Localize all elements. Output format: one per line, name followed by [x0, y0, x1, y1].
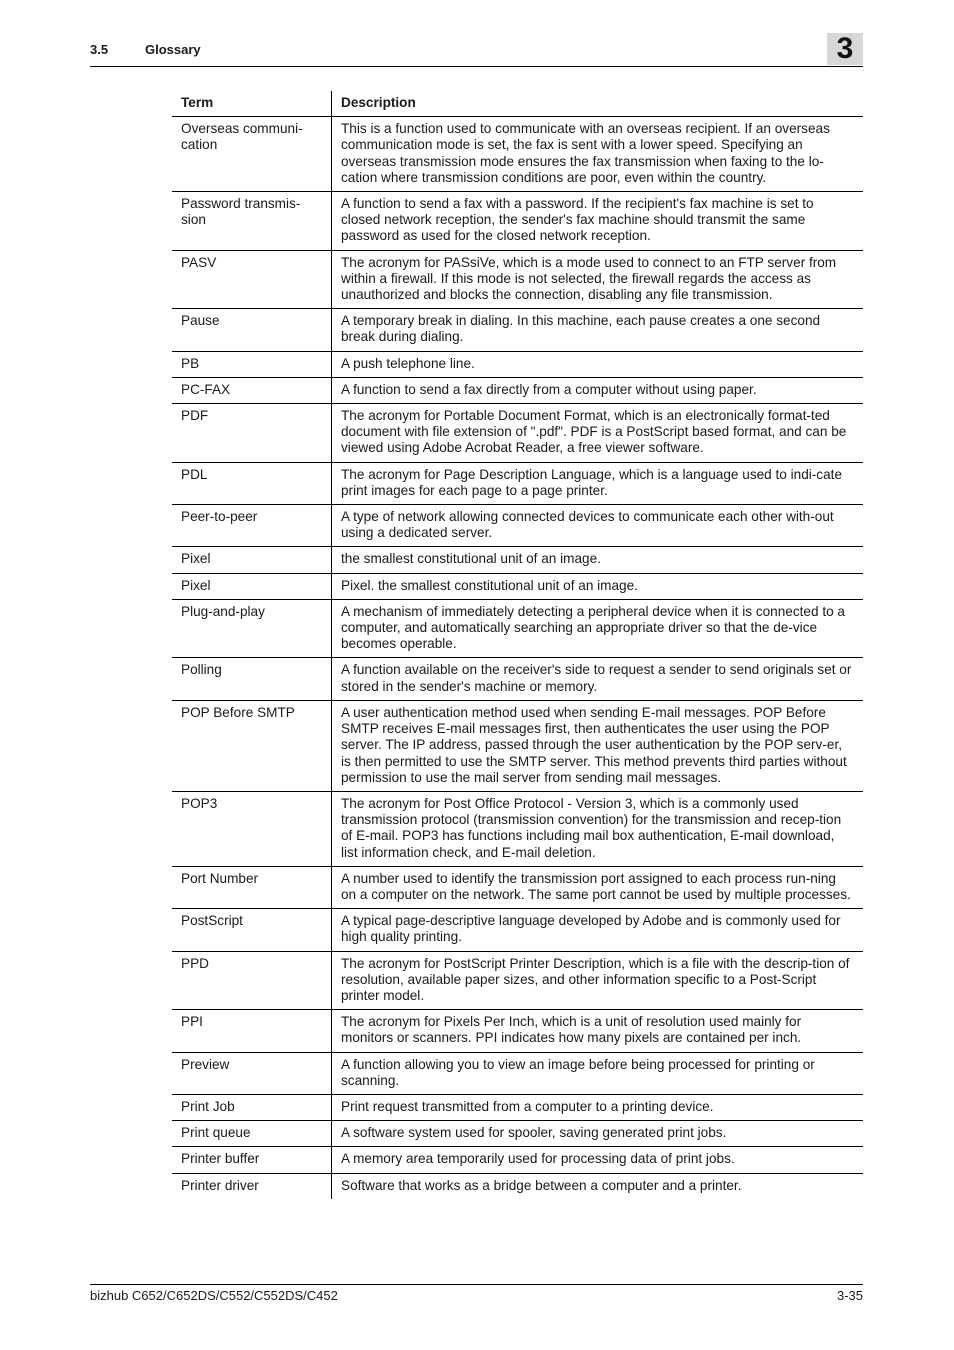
- term-cell: POP3: [172, 791, 332, 866]
- description-cell: The acronym for PostScript Printer Description, which is a file with the descrip-tion of resolution, available paper sizes, and other information specific to a Post-Script printer model.: [332, 951, 864, 1010]
- section-title: Glossary: [145, 42, 201, 57]
- term-cell: Pixel: [172, 547, 332, 573]
- table-row: [172, 250, 863, 309]
- description-cell: A function allowing you to view an image before being processed for printing or scanning.: [332, 1052, 864, 1094]
- page-footer: [90, 1284, 863, 1303]
- table-row: [172, 1052, 863, 1094]
- term-cell: PostScript: [172, 909, 332, 951]
- table-row: [172, 1010, 863, 1052]
- description-cell: The acronym for PASsiVe, which is a mode used to connect to an FTP server from within a firewall. If this mode is not selected, the firewall regards the access as unauthorized and blocks the connection, disabling any file transmission.: [332, 250, 864, 309]
- description-cell: A function to send a fax directly from a computer without using paper.: [332, 377, 864, 403]
- description-cell: Pixel. the smallest constitutional unit of an image.: [332, 573, 864, 599]
- description-cell: The acronym for Page Description Language, which is a language used to indi-cate print images for each page to a page printer.: [332, 462, 864, 504]
- chapter-badge: 3: [827, 33, 863, 65]
- section-number: 3.5: [90, 42, 109, 57]
- table-row: [172, 377, 863, 403]
- term-cell: PASV: [172, 250, 332, 309]
- glossary-body: [172, 117, 863, 1199]
- table-row: [172, 117, 863, 192]
- description-cell: A software system used for spooler, saving generated print jobs.: [332, 1121, 864, 1147]
- description-cell: A mechanism of immediately detecting a peripheral device when it is connected to a computer, and automatically searching an appropriate driver so that the de-vice becomes operable.: [332, 599, 864, 658]
- term-cell: PPD: [172, 951, 332, 1010]
- table-row: [172, 1121, 863, 1147]
- term-cell: Printer buffer: [172, 1147, 332, 1173]
- term-cell: Peer-to-peer: [172, 505, 332, 547]
- term-cell: Plug-and-play: [172, 599, 332, 658]
- description-cell: Software that works as a bridge between a computer and a printer.: [341, 1177, 742, 1193]
- table-row: [172, 309, 863, 351]
- term-cell: Polling: [172, 658, 332, 700]
- page-header: [90, 32, 863, 67]
- term-cell: Preview: [172, 1052, 332, 1094]
- table-row: [172, 866, 863, 908]
- description-cell: A number used to identify the transmission port assigned to each process run-ning on a computer on the network. The same port cannot be used by multiple processes.: [332, 866, 864, 908]
- description-cell: Print request transmitted from a computer to a printing device.: [332, 1094, 864, 1120]
- term-cell: Pixel: [172, 573, 332, 599]
- description-cell: A function to send a fax with a password. If the recipient's fax machine is set to closed network reception, the sender's fax machine should transmit the same password as used for the closed network reception.: [332, 192, 864, 251]
- description-cell: This is a function used to communicate with an overseas recipient. If an overseas communication mode is set, the fax is sent with a lower speed. Specifying an overseas transmission mode ensures the fax transmission when faxing to the lo-cation where transmission conditions are poor, even within the country.: [332, 117, 864, 192]
- table-row: [172, 791, 863, 866]
- description-cell: A user authentication method used when sending E-mail messages. POP Before SMTP receives E-mail messages first, then authenticates the user using the POP server. The IP address, passed through the user authentication by the POP serv-er, is then permitted to use the SMTP server. This method prevents third parties without permission to use the mail server from sending mail messages.: [332, 700, 864, 791]
- table-row: [172, 462, 863, 504]
- column-header-term: Term: [172, 91, 332, 117]
- footer-model: bizhub C652/C652DS/C552/C552DS/C452: [90, 1288, 338, 1303]
- term-cell: Password transmis-sion: [172, 192, 332, 251]
- term-cell: PDF: [172, 404, 332, 463]
- table-row: [172, 1094, 863, 1120]
- table-row: [172, 573, 863, 599]
- table-row: [172, 1173, 863, 1199]
- table-row: [172, 505, 863, 547]
- description-cell: the smallest constitutional unit of an image.: [332, 547, 864, 573]
- table-row: [172, 404, 863, 463]
- table-row: [172, 351, 863, 377]
- description-cell: A temporary break in dialing. In this machine, each pause creates a one second break during dialing.: [332, 309, 864, 351]
- term-cell: Printer driver: [172, 1173, 332, 1199]
- term-cell: PC-FAX: [172, 377, 332, 403]
- term-cell: Port Number: [172, 866, 332, 908]
- table-row: [172, 1147, 863, 1173]
- description-cell: A memory area temporarily used for processing data of print jobs.: [332, 1147, 864, 1173]
- term-cell: POP Before SMTP: [172, 700, 332, 791]
- table-row: [172, 909, 863, 951]
- description-cell: A function available on the receiver's side to request a sender to send originals set or stored in the sender's machine or memory.: [332, 658, 864, 700]
- description-cell: The acronym for Post Office Protocol - Version 3, which is a commonly used transmission protocol (transmission convention) for the transmission and recep-tion of E-mail. POP3 has functions including mail box authentication, E-mail download, list information check, and E-mail deletion.: [332, 791, 864, 866]
- description-cell: The acronym for Pixels Per Inch, which is a unit of resolution used mainly for monitors or scanners. PPI indicates how many pixels are contained per inch.: [332, 1010, 864, 1052]
- table-row: [172, 951, 863, 1010]
- table-row: [172, 658, 863, 700]
- table-row: [172, 192, 863, 251]
- term-cell: PB: [172, 351, 332, 377]
- term-cell: Pause: [172, 309, 332, 351]
- table-row: [172, 599, 863, 658]
- table-header-row: [172, 91, 863, 117]
- description-cell: A type of network allowing connected devices to communicate each other with-out using a dedicated server.: [332, 505, 864, 547]
- term-cell: Overseas communi-cation: [172, 117, 332, 192]
- description-cell: The acronym for Portable Document Format, which is an electronically format-ted document with file extension of ".pdf". PDF is a PostScript based format, and can be viewed using Adobe Acrobat Reader, a free viewer software.: [332, 404, 864, 463]
- table-row: [172, 700, 863, 791]
- term-cell: Print Job: [172, 1094, 332, 1120]
- description-cell: A push telephone line.: [332, 351, 864, 377]
- term-cell: PDL: [172, 462, 332, 504]
- term-cell: Print queue: [172, 1121, 332, 1147]
- term-cell: PPI: [172, 1010, 332, 1052]
- description-cell: A typical page-descriptive language developed by Adobe and is commonly used for high quality printing.: [332, 909, 864, 951]
- glossary-table: [172, 91, 863, 1199]
- page-number: 3-35: [836, 1288, 863, 1303]
- table-row: [172, 547, 863, 573]
- column-header-description: Description: [332, 91, 864, 117]
